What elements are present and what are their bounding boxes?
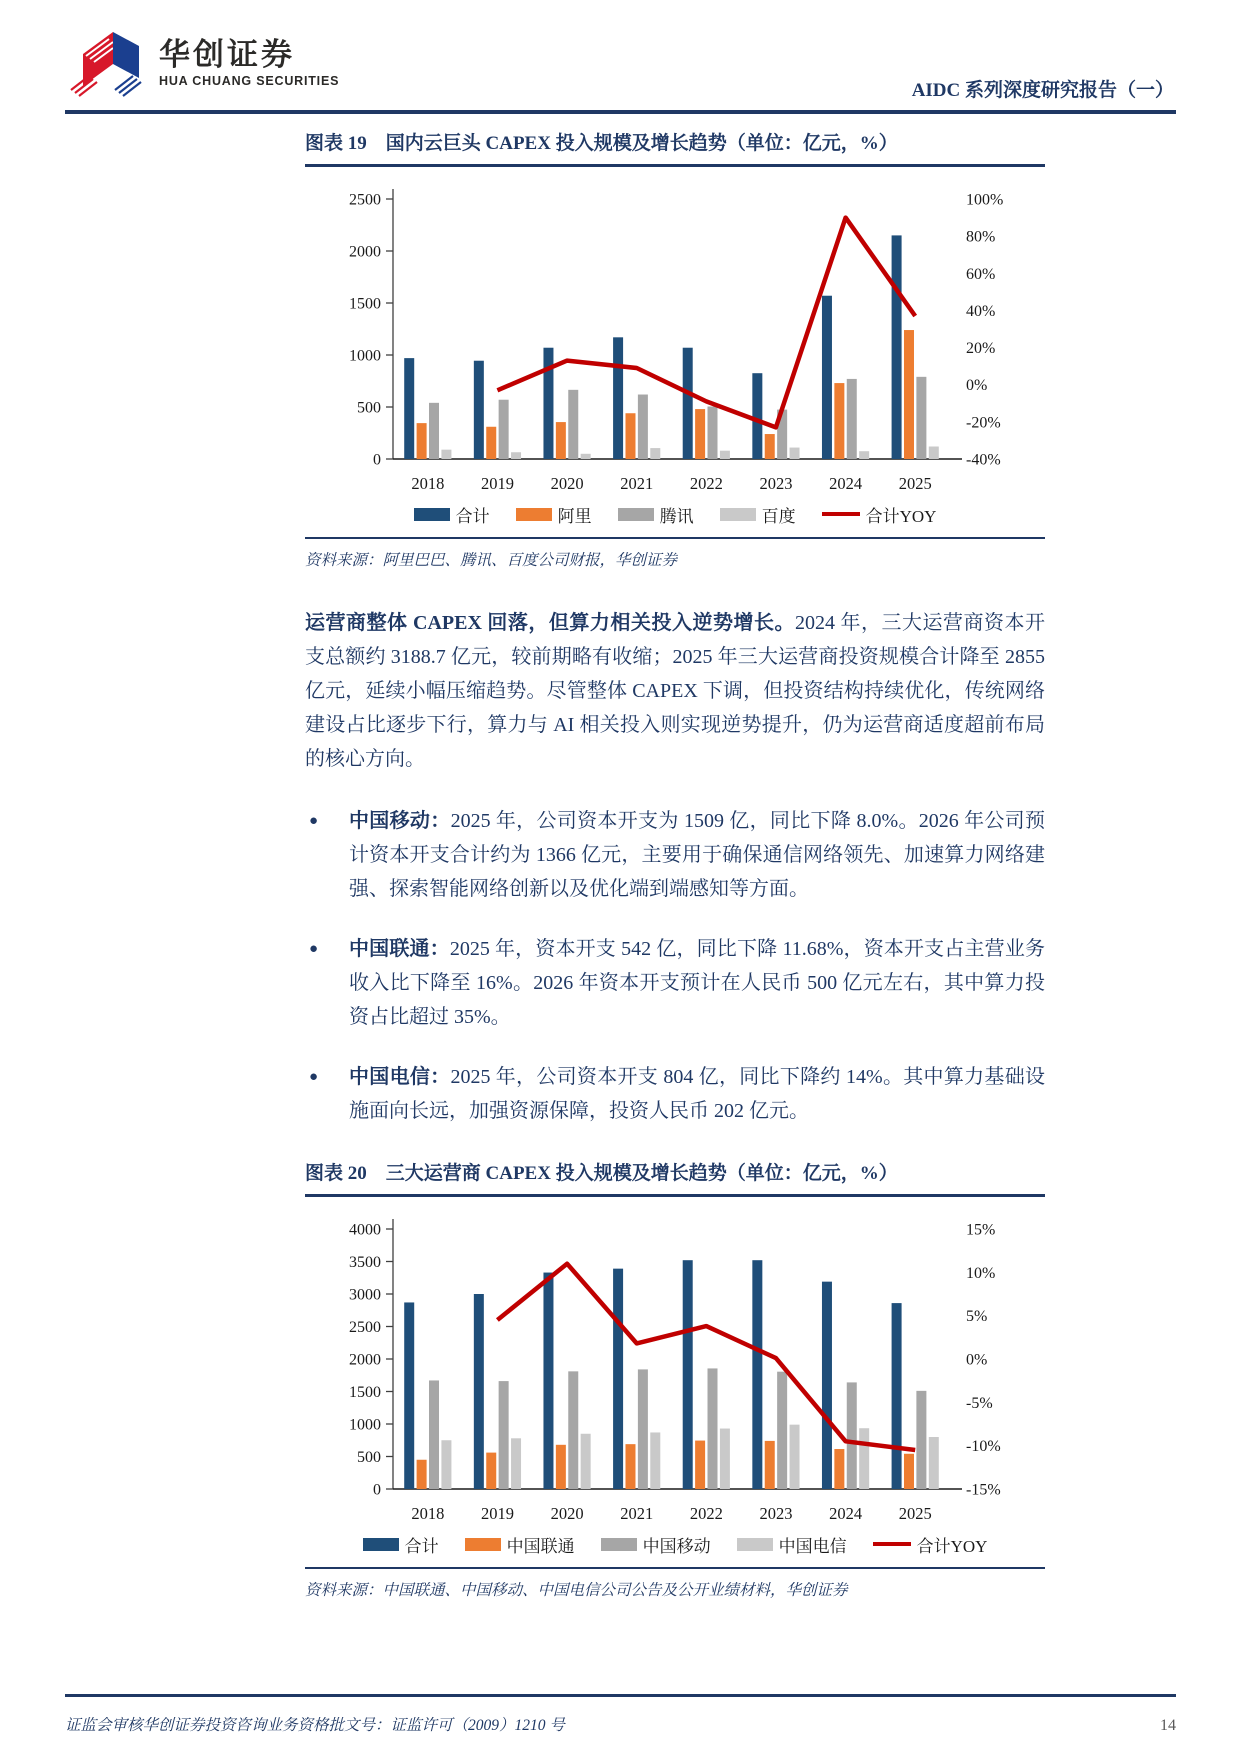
svg-text:1500: 1500 [349,295,381,313]
figure-20-title: 图表 20 三大运营商 CAPEX 投入规模及增长趋势（单位：亿元，%） [305,1158,1045,1197]
legend-label: 阿里 [557,506,592,526]
svg-text:2025: 2025 [898,474,932,493]
main-content [305,128,1045,1600]
legend-swatch-icon [363,1538,399,1551]
figure-20-chart [305,1207,1045,1529]
svg-text:2025: 2025 [898,1504,932,1523]
svg-text:10%: 10% [966,1264,996,1282]
legend-item [737,1532,847,1557]
svg-text:-40%: -40% [966,451,1001,469]
legend-swatch-icon [414,508,450,521]
paragraph-lead: 运营商整体 CAPEX 回落，但算力相关投入逆势增长。 [305,612,795,634]
legend-swatch-icon [737,1538,773,1551]
svg-text:2018: 2018 [411,474,445,493]
page-number: 14 [1160,1717,1176,1734]
legend-item [720,502,796,527]
figure-20 [305,1158,1045,1600]
legend-item [516,502,592,527]
bullet-text: 2025 年，公司资本开支 804 亿，同比下降约 14%。其中算力基础设施面向长远，加强资源保障，投资人民币 202 亿元。 [349,1066,1045,1122]
svg-text:2019: 2019 [480,474,514,493]
legend-label: 中国移动 [642,1536,711,1556]
bullet-text: 2025 年，公司资本开支为 1509 亿，同比下降 8.0%。2026 年公司预计资本开支合计约为 1366 亿元，主要用于确保通信网络领先、加速算力网络建强、探索智能网络创新以及优化端到端感知等方面。 [349,810,1045,900]
svg-text:2021: 2021 [620,1504,654,1523]
svg-text:15%: 15% [966,1221,996,1239]
svg-text:2022: 2022 [689,474,723,493]
figure-20-legend [305,1533,1045,1555]
svg-text:100%: 100% [966,191,1004,209]
svg-text:3000: 3000 [349,1286,381,1304]
svg-text:2000: 2000 [349,1351,381,1369]
legend-swatch-icon [720,508,756,521]
svg-text:3500: 3500 [349,1254,381,1271]
legend-label: 合计 [455,506,490,526]
bullet-icon: ● [309,1069,319,1085]
svg-text:2024: 2024 [829,1504,863,1523]
bullet-china-telecom [305,1060,1045,1128]
svg-text:1000: 1000 [349,347,381,365]
bullet-china-mobile [305,804,1045,906]
svg-text:-5%: -5% [966,1394,993,1412]
legend-item [414,502,490,527]
legend-label: 腾讯 [659,506,694,526]
bullet-label: 中国电信： [349,1066,451,1088]
legend-swatch-icon [873,1542,911,1547]
svg-text:20%: 20% [966,340,996,358]
bullet-label: 中国移动： [349,810,451,832]
bullet-icon: ● [309,941,319,957]
report-series-title: AIDC 系列深度研究报告（一） [911,80,1174,101]
legend-swatch-icon [516,508,552,521]
legend-label: 中国联通 [506,1536,575,1556]
svg-text:500: 500 [357,1449,381,1466]
legend-label: 合计YOY [916,1536,988,1556]
svg-text:2023: 2023 [759,474,793,493]
legend-label: 合计YOY [865,506,937,526]
logo-name-cn: 华创证券 [159,37,295,72]
legend-swatch-icon [822,512,860,517]
svg-text:2019: 2019 [480,1504,514,1523]
legend-item [601,1532,711,1557]
bullet-list [305,804,1045,1128]
legend-item [618,502,694,527]
legend-label: 合计 [404,1536,439,1556]
figure-20-source: 资料来源：中国联通、中国移动、中国电信公司公告及公开业绩材料，华创证券 [305,1582,848,1599]
company-logo [69,28,339,98]
svg-text:2021: 2021 [620,474,654,493]
logo-name-en: HUA CHUANG SECURITIES [159,74,340,88]
svg-text:2018: 2018 [411,1504,445,1523]
legend-swatch-icon [601,1538,637,1551]
legend-item [822,502,937,527]
legend-item [465,1532,575,1557]
paragraph-rest: 2024 年，三大运营商资本开支总额约 3188.7 亿元，较前期略有收缩；2025 年三大运营商投资规模合计降至 2855 亿元，延续小幅压缩趋势。尽管整体 CAPEX 下调，但投资结构持续优化，传统网络建设占比逐步下行，算力与 AI 相关投入则实现逆势提升，仍为运营商适度超前布局的核心方向。 [305,612,1046,770]
figure-19-source: 资料来源：阿里巴巴、腾讯、百度公司财报，华创证券 [305,552,678,569]
svg-text:2000: 2000 [349,243,381,261]
svg-text:1500: 1500 [349,1384,381,1401]
svg-text:2500: 2500 [349,1319,381,1336]
svg-text:0%: 0% [966,377,988,395]
figure-19-chart [305,177,1045,499]
figure-19-title: 图表 19 国内云巨头 CAPEX 投入规模及增长趋势（单位：亿元，%） [305,128,1045,167]
svg-text:60%: 60% [966,265,996,283]
svg-text:500: 500 [357,399,381,417]
company-logo-icon [69,28,147,98]
body-paragraph [305,606,1045,776]
bullet-icon: ● [309,813,319,829]
svg-text:4000: 4000 [349,1221,381,1239]
legend-item [363,1532,439,1557]
legend-swatch-icon [465,1538,501,1551]
legend-item [873,1532,988,1557]
svg-text:5%: 5% [966,1308,988,1326]
page-header [65,26,1176,114]
svg-text:0: 0 [373,451,381,469]
bullet-china-unicom [305,932,1045,1034]
svg-text:0: 0 [373,1481,381,1499]
svg-text:-20%: -20% [966,414,1001,432]
svg-text:0%: 0% [966,1351,988,1369]
footer-license-text: 证监会审核华创证券投资咨询业务资格批文号：证监许可（2009）1210 号 [65,1717,565,1734]
figure-19 [305,128,1045,570]
legend-swatch-icon [618,508,654,521]
legend-label: 中国电信 [778,1536,847,1556]
page-footer [65,1694,1176,1735]
figure-19-legend [305,503,1045,525]
svg-text:2024: 2024 [829,474,863,493]
svg-text:2023: 2023 [759,1504,793,1523]
svg-text:2020: 2020 [550,1504,584,1523]
svg-text:2500: 2500 [349,191,381,209]
svg-text:2020: 2020 [550,474,584,493]
svg-text:40%: 40% [966,302,996,320]
svg-text:80%: 80% [966,228,996,246]
legend-label: 百度 [761,506,796,526]
svg-text:2022: 2022 [689,1504,723,1523]
svg-text:1000: 1000 [349,1416,381,1434]
bullet-label: 中国联通： [349,938,450,960]
svg-text:-10%: -10% [966,1438,1001,1456]
bullet-text: 2025 年，资本开支 542 亿，同比下降 11.68%，资本开支占主营业务收入比下降至 16%。2026 年资本开支预计在人民币 500 亿元左右，其中算力投资占比超过 35%。 [349,938,1046,1028]
svg-text:-15%: -15% [966,1481,1001,1499]
